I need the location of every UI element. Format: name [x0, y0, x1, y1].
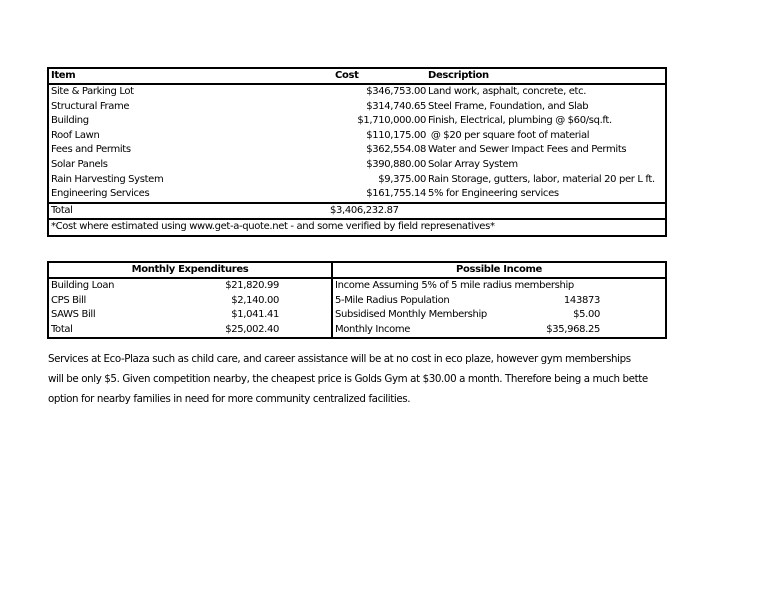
income-label: Monthly Income — [335, 323, 411, 335]
paragraph-line: option for nearby families in need for more community centralized facilities. — [48, 393, 411, 405]
income-value: 143873 — [563, 294, 600, 306]
item-cell: Fees and Permits — [51, 144, 131, 156]
cost-note — [49, 220, 665, 235]
description-cell: 5% for Engineering services — [428, 188, 559, 200]
note-text: *Cost where estimated using www.get-a-quote.net - and some verified by field represenatives* — [51, 221, 495, 233]
income-label: Subsidised Monthly Membership — [335, 309, 487, 321]
expenditure-row — [49, 308, 331, 323]
cost-cell: $110,175.00 — [366, 129, 426, 141]
income-label: 5-Mile Radius Population — [335, 294, 450, 306]
cost-cell: $1,710,000.00 — [357, 115, 426, 127]
expenditure-value: $2,140.00 — [231, 294, 279, 306]
description-cell: Water and Sewer Impact Fees and Permits — [428, 144, 627, 156]
income-row — [333, 294, 665, 309]
income-row — [333, 308, 665, 323]
expenditure-row — [49, 294, 331, 309]
total-label: Total — [51, 204, 73, 216]
cost-cell: $161,755.14 — [366, 188, 426, 200]
cost-cell: $346,753.00 — [366, 86, 426, 97]
expenditure-row — [49, 279, 331, 294]
income-value: $5.00 — [573, 309, 600, 321]
description-cell: @ $20 per square foot of material — [428, 129, 590, 141]
cost-row — [49, 173, 665, 188]
cost-row — [49, 187, 665, 202]
item-cell: Building — [51, 115, 89, 127]
cost-row — [49, 158, 665, 173]
item-cell: Roof Lawn — [51, 129, 100, 141]
expenditure-label: SAWS Bill — [51, 309, 96, 321]
description-cell: Rain Storage, gutters, labor, material 20 per L ft. — [428, 173, 655, 185]
income-section — [333, 263, 665, 337]
description-cell: Solar Array System — [428, 158, 518, 170]
cost-cell: $314,740.65 — [366, 100, 426, 112]
header-item: Item — [51, 70, 76, 81]
income-row — [333, 323, 665, 338]
description-cell: Land work, asphalt, concrete, etc. — [428, 86, 587, 97]
expenditure-label: Building Loan — [51, 280, 115, 291]
cost-total-row — [49, 202, 665, 221]
expenditure-label: Total — [51, 323, 73, 335]
expenditure-label: CPS Bill — [51, 294, 86, 306]
cost-row — [49, 114, 665, 129]
cost-row — [49, 100, 665, 115]
expenditure-value: $25,002.40 — [225, 323, 279, 335]
income-row — [333, 279, 665, 294]
cost-table-header — [49, 69, 665, 85]
cost-row — [49, 85, 665, 100]
expenditures-title: Monthly Expenditures — [49, 263, 331, 279]
paragraph-line: Services at Eco-Plaza such as child care, and career assistance will be at no cost in eco plaze, however gym memberships — [48, 353, 631, 365]
cost-row — [49, 129, 665, 144]
item-cell: Rain Harvesting System — [51, 173, 164, 185]
cost-cell: $390,880.00 — [366, 158, 426, 170]
expenditure-value: $1,041.41 — [231, 309, 279, 321]
monthly-table — [47, 261, 667, 339]
header-cost: Cost — [335, 70, 359, 81]
description-cell: Finish, Electrical, plumbing @ $60/sq.ft. — [428, 115, 612, 127]
expenditures-section — [49, 263, 333, 337]
paragraph-line: will be only $5. Given competition nearby, the cheapest price is Golds Gym at $30.00 a month. Therefore being a much bette — [48, 373, 648, 385]
description-cell: Steel Frame, Foundation, and Slab — [428, 100, 589, 112]
item-cell: Solar Panels — [51, 158, 108, 170]
expenditure-value: $21,820.99 — [225, 280, 279, 291]
cost-cell: $362,554.08 — [366, 144, 426, 156]
expenditure-row — [49, 323, 331, 338]
header-description: Description — [428, 70, 489, 81]
item-cell: Site & Parking Lot — [51, 86, 134, 97]
cost-row — [49, 143, 665, 158]
income-title: Possible Income — [333, 263, 665, 279]
item-cell: Engineering Services — [51, 188, 150, 200]
cost-table — [47, 67, 667, 237]
item-cell: Structural Frame — [51, 100, 130, 112]
total-value: $3,406,232.87 — [330, 204, 399, 216]
income-label: Income Assuming 5% of 5 mile radius membership — [335, 280, 574, 291]
cost-cell: $9,375.00 — [378, 173, 426, 185]
summary-paragraph — [48, 349, 670, 409]
income-value: $35,968.25 — [546, 323, 600, 335]
